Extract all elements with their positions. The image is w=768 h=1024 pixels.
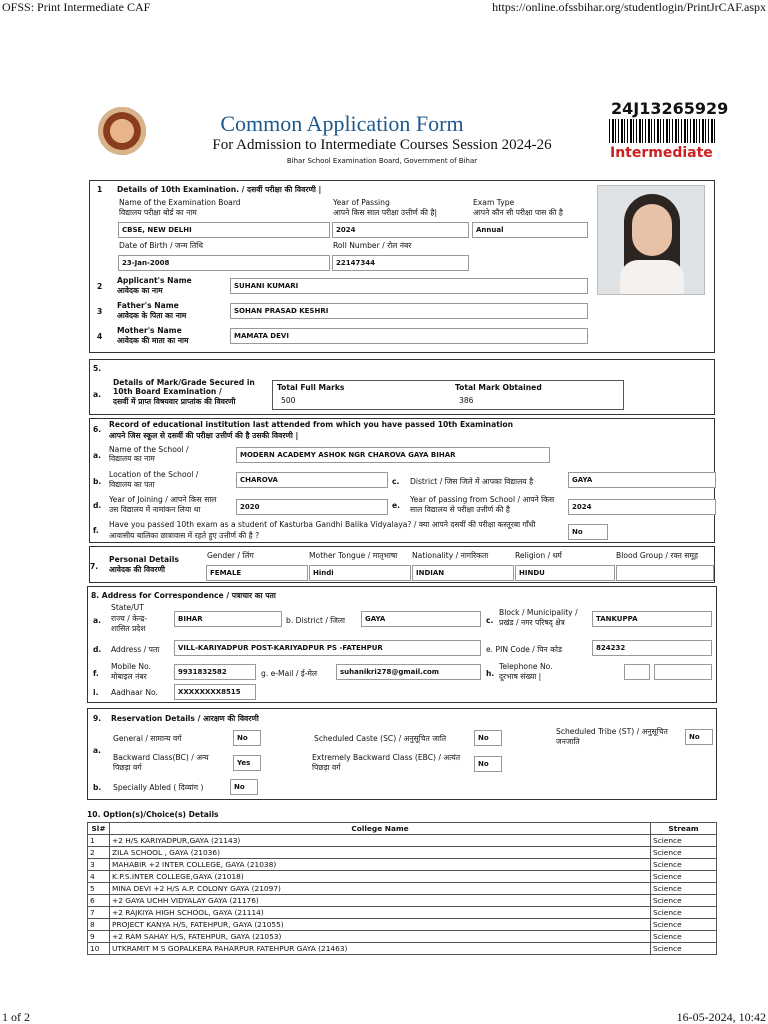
exam-type-field: Annual xyxy=(472,222,588,238)
personal-details-label-hindi: आवेदक की विवरणी xyxy=(109,565,165,574)
passing-label-hindi: साल विद्यालय से परीक्षा उत्तीर्ण की है xyxy=(410,505,510,514)
block-label: Block / Municipality / xyxy=(499,608,578,617)
applicant-name-label: Applicant's Name xyxy=(117,276,192,285)
block-label-hindi: प्रखंड / नगर परिषद् क्षेत्र xyxy=(499,618,565,627)
passing-field: 2024 xyxy=(568,499,716,515)
cell-college: K.P.S.INTER COLLEGE,GAYA (21018) xyxy=(110,871,651,883)
cell-sl: 3 xyxy=(88,859,110,871)
cell-stream: Science xyxy=(651,931,717,943)
cell-stream: Science xyxy=(651,907,717,919)
row-6c-letter: c. xyxy=(392,477,400,486)
cell-sl: 2 xyxy=(88,847,110,859)
options-header-row xyxy=(88,823,717,835)
pin-field: 824232 xyxy=(592,640,712,656)
row-8c-letter: c. xyxy=(486,616,494,625)
aadhaar-field: XXXXXXXX8515 xyxy=(174,684,256,700)
exam-type-label-hindi: आपने कौन सी परीक्षा पास की है xyxy=(473,208,563,217)
joining-label-hindi: उस विद्यालय में नामांकन लिया था xyxy=(109,505,201,514)
table-row xyxy=(88,919,717,931)
row-6e-letter: e. xyxy=(392,501,401,510)
state-label-line2: राज्य / केन्द्र- xyxy=(111,614,148,623)
school-district-field: GAYA xyxy=(568,472,716,488)
board-label-hindi: विद्यालय परीक्षा बोर्ड का नाम xyxy=(119,208,197,217)
section-8 xyxy=(87,586,717,703)
dob-field: 23-Jan-2008 xyxy=(118,255,330,271)
print-page-number: 1 of 2 xyxy=(2,1010,30,1024)
joining-field: 2020 xyxy=(236,499,388,515)
telephone-field xyxy=(654,664,712,680)
section-6-heading-hindi: आपने जिस स्कूल से दसवीं की परीक्षा उत्तीर्ण की है उसकी विवरणी | xyxy=(109,431,299,440)
cell-college: UTKRAMIT M S GOPALKERA PAHARPUR FATEHPUR GAYA (21463) xyxy=(110,943,651,955)
section-9-number: 9. xyxy=(93,714,102,723)
print-datetime: 16-05-2024, 10:42 xyxy=(676,1010,766,1024)
print-page-url: https://online.ofssbihar.org/studentlogin/PrintJrCAF.aspx xyxy=(492,0,766,14)
pin-label: e. PIN Code / पिन कोड xyxy=(486,645,563,654)
row-6b-letter: b. xyxy=(93,477,102,486)
ebc-label: Extremely Backward Class (EBC) / अत्यंत xyxy=(312,753,461,762)
col-sl-header: Sl# xyxy=(88,823,110,835)
telephone-label: Telephone No. xyxy=(499,662,553,671)
cell-sl: 7 xyxy=(88,907,110,919)
gender-label: Gender / लिंग xyxy=(207,551,254,560)
level-label: Intermediate xyxy=(610,145,713,161)
cell-stream: Science xyxy=(651,895,717,907)
obtained-marks-label: Total Mark Obtained xyxy=(455,383,542,392)
district-label: b. District / जिला xyxy=(286,616,346,625)
school-label-hindi: विद्यालय का नाम xyxy=(109,454,155,463)
religion-label: Religion / धर्म xyxy=(515,551,562,560)
mother-tongue-label: Mother Tongue / मातृभाषा xyxy=(309,551,398,560)
school-label: Name of the School / xyxy=(109,445,189,454)
religion-field: HINDU xyxy=(515,565,615,581)
section-7 xyxy=(89,546,715,583)
total-marks-label: Total Full Marks xyxy=(277,383,345,392)
mother-name-field: MAMATA DEVI xyxy=(230,328,588,344)
kgbv-label-line2: आवासीय बालिका छात्रावास में रहते हुए उत्तीर्ण की है ? xyxy=(109,531,260,540)
cell-college: MAHABIR +2 INTER COLLEGE, GAYA (21038) xyxy=(110,859,651,871)
cell-college: +2 H/S KARIYADPUR,GAYA (21143) xyxy=(110,835,651,847)
board-name: Bihar School Examination Board, Government of Bihar xyxy=(286,157,478,165)
total-marks-value: 500 xyxy=(281,396,296,405)
cell-college: MINA DEVI +2 H/S A.P. COLONY GAYA (21097) xyxy=(110,883,651,895)
board-field: CBSE, NEW DELHI xyxy=(118,222,330,238)
ebc-label-line2: पिछड़ा वर्ग xyxy=(312,763,341,772)
section-10-heading: 10. Option(s)/Choice(s) Details xyxy=(87,810,219,819)
section-9 xyxy=(87,708,717,800)
school-field: MODERN ACADEMY ASHOK NGR CHAROVA GAYA BIHAR xyxy=(236,447,550,463)
section-1-heading: Details of 10th Examination. / दसवीं परीक्षा की विवरणी | xyxy=(117,185,322,194)
bc-field: Yes xyxy=(233,755,261,771)
cell-sl: 9 xyxy=(88,931,110,943)
table-row xyxy=(88,943,717,955)
col-stream-header: Stream xyxy=(651,823,717,835)
exam-type-label: Exam Type xyxy=(473,198,515,207)
passing-label: Year of passing from School / आपने किस xyxy=(410,495,555,504)
table-row xyxy=(88,895,717,907)
table-row xyxy=(88,931,717,943)
email-field: suhanikri278@gmail.com xyxy=(336,664,481,680)
section-9-heading: Reservation Details / आरक्षण की विवरणी xyxy=(111,714,259,723)
section-6-heading: Record of educational institution last attended from which you have passed 10th Examination xyxy=(109,420,514,429)
gender-field: FEMALE xyxy=(206,565,308,581)
row-2-number: 2 xyxy=(97,282,103,291)
form-subtitle: For Admission to Intermediate Courses Session 2024-26 xyxy=(212,137,552,153)
bc-label-line2: पिछड़ा वर्ग xyxy=(113,763,142,772)
table-row xyxy=(88,847,717,859)
year-field: 2024 xyxy=(332,222,469,238)
applicant-name-field: SUHANI KUMARI xyxy=(230,278,588,294)
applicant-photo xyxy=(597,185,705,295)
application-number: 24J13265929 xyxy=(611,99,729,118)
cell-stream: Science xyxy=(651,859,717,871)
mother-name-label-hindi: आवेदक की माता का नाम xyxy=(117,336,189,345)
cell-sl: 4 xyxy=(88,871,110,883)
print-page-title: OFSS: Print Intermediate CAF xyxy=(2,0,151,14)
section-6 xyxy=(89,418,715,543)
cell-college: +2 RAJKIYA HIGH SCHOOL, GAYA (21114) xyxy=(110,907,651,919)
roll-label: Roll Number / रोल नंबर xyxy=(333,241,412,250)
cell-college: ZILA SCHOOL , GAYA (21036) xyxy=(110,847,651,859)
marks-label: Details of Mark/Grade Secured in 10th Board Examination / xyxy=(113,378,255,396)
address-field: VILL-KARIYADPUR POST-KARIYADPUR PS -FATEHPUR xyxy=(174,640,481,656)
father-name-label: Father's Name xyxy=(117,301,179,310)
email-label: g. e-Mail / ई-मेल xyxy=(261,669,318,678)
dob-label: Date of Birth / जन्म तिथि xyxy=(119,241,204,250)
cell-sl: 8 xyxy=(88,919,110,931)
sc-field: No xyxy=(474,730,502,746)
barcode xyxy=(609,119,715,143)
general-field: No xyxy=(233,730,261,746)
nationality-label: Nationality / नागरिकता xyxy=(412,551,489,560)
blood-group-label: Blood Group / रक्त समूह xyxy=(616,551,698,560)
state-field: BIHAR xyxy=(174,611,282,627)
sc-label: Scheduled Caste (SC) / अनुसूचित जाति xyxy=(314,734,447,743)
applicant-name-label-hindi: आवेदक का नाम xyxy=(117,286,163,295)
row-6f-letter: f. xyxy=(93,526,99,535)
cell-stream: Science xyxy=(651,871,717,883)
section-8-heading: 8. Address for Correspondence / पत्राचार का पता xyxy=(91,591,276,600)
cell-stream: Science xyxy=(651,835,717,847)
specially-abled-field: No xyxy=(230,779,258,795)
st-label: Scheduled Tribe (ST) / अनुसूचित xyxy=(556,727,668,736)
cell-sl: 1 xyxy=(88,835,110,847)
section-5-number: 5. xyxy=(93,364,102,373)
cell-sl: 6 xyxy=(88,895,110,907)
aadhaar-label: Aadhaar No. xyxy=(111,688,158,697)
kgbv-field: No xyxy=(568,524,608,540)
table-row xyxy=(88,883,717,895)
telephone-label-hindi: दूरभाष संख्या | xyxy=(499,672,542,681)
kgbv-label: Have you passed 10th exam as a student of Kasturba Gandhi Balika Vidyalaya? / क्या आपने दसवीं की परीक्षा कस्तूरबा गाँधी xyxy=(109,520,536,529)
cell-stream: Science xyxy=(651,919,717,931)
telephone-code-field xyxy=(624,664,650,680)
year-label: Year of Passing xyxy=(333,198,390,207)
row-6d-letter: d. xyxy=(93,501,102,510)
marks-box xyxy=(272,380,624,410)
options-table xyxy=(87,822,717,955)
section-5 xyxy=(89,359,715,415)
marks-label-hindi: दसवीं में प्राप्त विषयवार प्राप्तांक की विवरणी xyxy=(113,397,236,406)
section-5a-letter: a. xyxy=(93,390,102,399)
obtained-marks-value: 386 xyxy=(459,396,474,405)
location-label-hindi: विद्यालय का पता xyxy=(109,480,155,489)
father-name-label-hindi: आवेदक के पिता का नाम xyxy=(117,311,187,320)
section-1-4 xyxy=(89,180,715,353)
form-header xyxy=(87,93,729,181)
year-label-hindi: आपने किस साल परीक्षा उत्तीर्ण की है| xyxy=(333,208,438,217)
table-row xyxy=(88,859,717,871)
section-6-number: 6. xyxy=(93,425,102,434)
row-9a-letter: a. xyxy=(93,746,102,755)
row-8d-letter: d. xyxy=(93,645,102,654)
father-name-field: SOHAN PRASAD KESHRI xyxy=(230,303,588,319)
specially-abled-label: Specially Abled ( दिव्यांग ) xyxy=(113,783,204,792)
roll-field: 22147344 xyxy=(332,255,469,271)
mother-tongue-field: Hindi xyxy=(309,565,411,581)
row-8i-letter: i. xyxy=(93,688,99,697)
section-7-number: 7. xyxy=(90,562,99,571)
st-field: No xyxy=(685,729,713,745)
table-row xyxy=(88,835,717,847)
state-label: State/UT xyxy=(111,603,144,612)
cell-stream: Science xyxy=(651,943,717,955)
bc-label: Backward Class(BC) / अन्य xyxy=(113,753,209,762)
state-label-line3: शासित प्रदेश xyxy=(111,624,146,633)
row-8h-letter: h. xyxy=(486,669,495,678)
table-row xyxy=(88,871,717,883)
block-field: TANKUPPA xyxy=(592,611,712,627)
location-field: CHAROVA xyxy=(236,472,388,488)
cell-sl: 10 xyxy=(88,943,110,955)
row-6a-letter: a. xyxy=(93,451,102,460)
cell-college: +2 RAM SAHAY H/S, FATEHPUR, GAYA (21053) xyxy=(110,931,651,943)
mother-name-label: Mother's Name xyxy=(117,326,182,335)
cell-stream: Science xyxy=(651,883,717,895)
st-label-line2: जनजाति xyxy=(556,737,580,746)
blood-group-field xyxy=(616,565,714,581)
personal-details-label: Personal Details xyxy=(109,555,179,564)
board-label: Name of the Examination Board xyxy=(119,198,241,207)
table-row xyxy=(88,907,717,919)
nationality-field: INDIAN xyxy=(412,565,514,581)
mobile-label-hindi: मोबाइल नंबर xyxy=(111,672,147,681)
district-label: District / जिस जिले में आपका विद्यालय है xyxy=(410,477,534,486)
location-label: Location of the School / xyxy=(109,470,199,479)
cell-college: +2 GAYA UCHH VIDYALAY GAYA (21176) xyxy=(110,895,651,907)
form-title: Common Application Form xyxy=(220,111,464,136)
row-9b-letter: b. xyxy=(93,783,102,792)
joining-label: Year of Joining / आपने किस साल xyxy=(109,495,217,504)
cell-college: PROJECT KANYA H/S, FATEHPUR, GAYA (21055) xyxy=(110,919,651,931)
general-label: General / सामान्य वर्ग xyxy=(113,734,182,743)
cell-sl: 5 xyxy=(88,883,110,895)
row-8a-letter: a. xyxy=(93,616,102,625)
cell-stream: Science xyxy=(651,847,717,859)
mobile-label: Mobile No. xyxy=(111,662,151,671)
address-label: Address / पता xyxy=(111,645,160,654)
ebc-field: No xyxy=(474,756,502,772)
col-college-header: College Name xyxy=(110,823,651,835)
row-4-number: 4 xyxy=(97,332,103,341)
section-1-number: 1 xyxy=(97,185,103,194)
mobile-field: 9931832582 xyxy=(174,664,256,680)
row-8f-letter: f. xyxy=(93,669,99,678)
district-field: GAYA xyxy=(361,611,481,627)
row-3-number: 3 xyxy=(97,307,103,316)
